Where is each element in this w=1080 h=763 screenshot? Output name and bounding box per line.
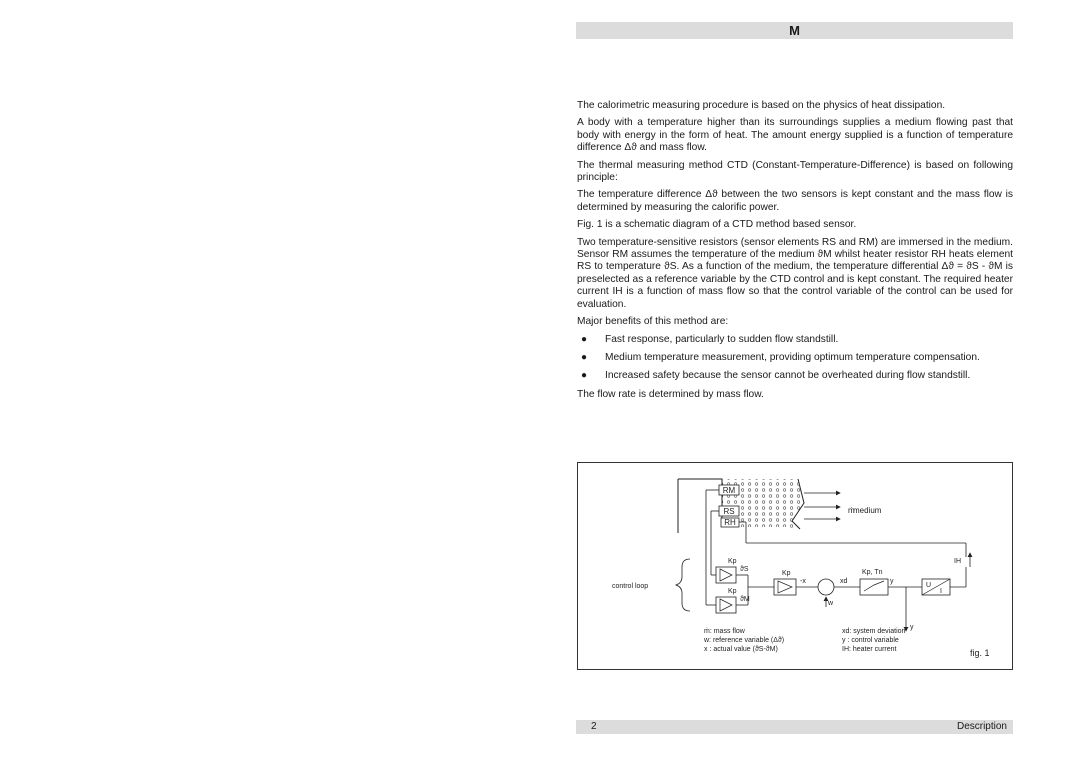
flow-arrows <box>804 493 840 519</box>
svg-text:ṁ: mass flow: ṁ: mass flow <box>704 628 745 635</box>
benefit-text: Fast response, particularly to sudden flow standstill. <box>605 333 839 345</box>
svg-text:-x: -x <box>800 578 806 585</box>
svg-text:RS: RS <box>723 507 735 516</box>
paragraph: The thermal measuring method CTD (Constant-Temperature-Difference) is based on following principle: <box>577 159 1013 184</box>
svg-text:y: y <box>890 578 894 585</box>
paragraph: Major benefits of this method are: <box>577 316 729 328</box>
amplifier-theta-m <box>716 588 750 613</box>
svg-text:xd: xd <box>840 578 848 585</box>
voltage-current-converter <box>922 579 950 595</box>
list-item <box>577 370 1013 382</box>
benefit-text: Medium temperature measurement, providing optimum temperature compensation. <box>605 351 980 363</box>
svg-text:y : control variable: y : control variable <box>842 637 899 644</box>
list-item <box>577 352 1013 364</box>
paragraph: The calorimetric measuring procedure is based on the physics of heat dissipation. <box>577 100 946 111</box>
svg-text:ϑS: ϑS <box>740 566 749 573</box>
control-loop-label: control loop <box>612 583 649 590</box>
paragraph: Fig. 1 is a schematic diagram of a CTD method based sensor. <box>577 219 857 231</box>
svg-text:Kp, Tn: Kp, Tn <box>862 569 883 576</box>
pi-controller <box>860 569 894 595</box>
medium-label: medium <box>853 506 882 515</box>
benefit-text: Increased safety because the sensor cannot be overheated during flow standstill. <box>605 370 971 382</box>
svg-text:w: w <box>828 600 834 607</box>
schematic-diagram <box>578 463 1014 671</box>
svg-text:RM: RM <box>722 486 736 495</box>
bullet-icon: ● <box>581 351 588 363</box>
svg-text:x : actual value (ϑS-ϑM): x : actual value (ϑS-ϑM) <box>704 646 778 653</box>
page-number: 2 <box>591 721 597 732</box>
mass-flow-symbol: ṁ <box>848 506 855 515</box>
amplifier-theta-s <box>716 558 749 583</box>
list-item <box>577 334 1013 346</box>
paragraph: The temperature difference Δϑ between the two sensors is kept constant and the mass flow is determined by measuring the calorific power. <box>577 189 1013 213</box>
figure-legend <box>703 628 906 653</box>
page-footer <box>576 720 1013 734</box>
medium-region <box>678 479 804 533</box>
paragraph: A body with a temperature higher than its surroundings supplies a medium flowing past that body with energy in the form of heat. The amount energy supplied is a function of temperature difference Δϑ and mass flow. <box>577 117 1013 154</box>
svg-text:xd: system deviation: xd: system deviation <box>842 628 906 635</box>
svg-text:RH: RH <box>724 518 736 527</box>
ctd-schematic-figure <box>577 462 1013 670</box>
heater-rh <box>721 518 739 527</box>
control-variable-label: y <box>910 624 914 631</box>
svg-text:Kp: Kp <box>782 570 791 577</box>
summing-junction <box>818 578 848 607</box>
sensor-rm <box>719 485 739 495</box>
amplifier-difference <box>774 570 806 595</box>
heater-current-label: IH <box>954 558 961 565</box>
sensor-rs <box>719 506 739 516</box>
svg-text:U: U <box>926 582 932 589</box>
page-header <box>576 22 1013 39</box>
closing-sentence: The flow rate is determined by mass flow. <box>577 388 764 400</box>
svg-text:I: I <box>940 588 942 595</box>
bullet-icon: ● <box>581 370 588 382</box>
body-text <box>577 100 1013 406</box>
bullet-icon: ● <box>581 333 588 345</box>
control-loop-brace <box>676 559 690 611</box>
svg-text:Kp: Kp <box>728 558 737 565</box>
svg-text:IH: heater current: IH: heater current <box>842 646 897 653</box>
svg-text:Kp: Kp <box>728 588 737 595</box>
svg-text:w: reference variable (Δϑ): w: reference variable (Δϑ) <box>704 637 785 644</box>
section-name: Description <box>956 721 1007 732</box>
header-title: M <box>789 23 800 38</box>
figure-caption: fig. 1 <box>970 648 990 658</box>
paragraph: Two temperature-sensitive resistors (sensor elements RS and RM) are immersed in the medium. Sensor RM assumes the temperature of the medium ϑM whilst heater resistor RH heats element RS to temperature ϑS. As a function of the medium, the temperature differential Δϑ = ϑS - ϑM is preselected as a reference variable by the CTD control and is kept constant. The required heater current IH is a function of mass flow so that the control variable of the control can be used for evaluation. <box>577 236 1013 310</box>
benefits-list <box>577 334 1013 383</box>
svg-text:ϑM: ϑM <box>740 596 750 603</box>
